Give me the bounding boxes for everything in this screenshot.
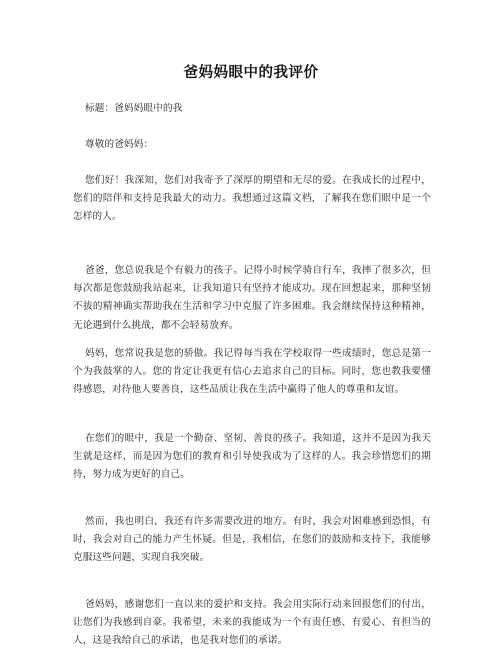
paragraph-qualities: 在您们的眼中，我是一个勤奋、坚韧、善良的孩子。我知道，这并不是因为我天生就是这样，而是因为您们的教育和引导使我成为了这样的人。我会珍惜您们的期待，努力成为更好的自己。: [73, 433, 431, 481]
paragraph-gratitude: 爸妈妈，感谢您们一直以来的爱护和支持。我会用实际行动来回报您们的付出，让您们为我感到自豪。我希望，未来的我能成为一个有责任感、有爱心、有担当的人，这是我给自己的承诺，也是我对您们的承诺。: [73, 599, 431, 647]
page-title: 爸妈妈眼中的我评价: [183, 65, 319, 81]
subtitle-line: 标题：爸妈妈眼中的我: [85, 103, 183, 114]
paragraph-intro: 您们好！我深知，您们对我寄予了深厚的期望和无尽的爱。在我成长的过程中，您们的陪伴和支持是我最大的动力。我想通过这篇文档，了解我在您们眼中是一个怎样的人。: [73, 175, 431, 223]
paragraph-mother: 妈妈，您常说我是您的骄傲。我记得每当我在学校取得一些成绩时，您总是第一个为我鼓掌的人。您的肯定让我更有信心去追求自己的目标。同时，您也教我要懂得感恩，对待他人要善良，这些品质让我在生活中赢得了他人的尊重和友谊。: [73, 348, 431, 396]
paragraph-father: 爸爸，您总说我是个有毅力的孩子。记得小时候学骑自行车，我摔了很多次，但每次都是您鼓励我站起来，让我知道只有坚持才能成功。现在回想起来，那种坚韧不拔的精神确实帮助我在生活和学习中克服了许多困难。我会继续保持这种精神，无论遇到什么挑战，都不会轻易放弃。: [73, 265, 431, 331]
paragraph-improvement: 然而，我也明白，我还有许多需要改进的地方。有时，我会对困难感到恐惧，有时，我会对自己的能力产生怀疑。但是，我相信，在您们的鼓励和支持下，我能够克服这些问题，实现自我突破。: [73, 516, 431, 564]
greeting-line: 尊敬的爸妈妈：: [85, 139, 154, 150]
